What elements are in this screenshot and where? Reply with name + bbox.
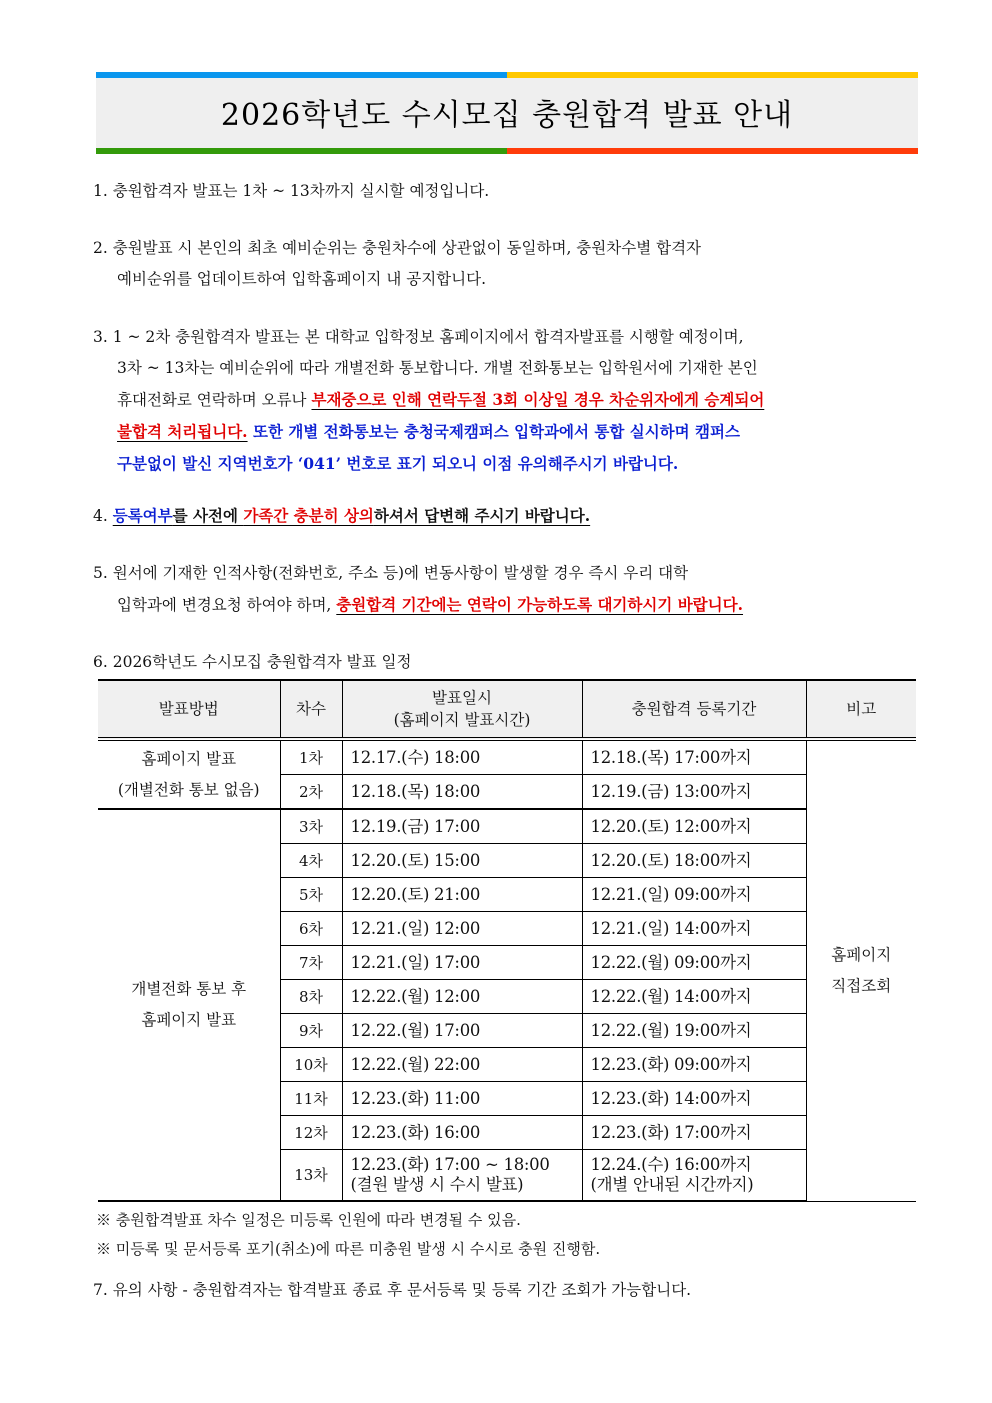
round-cell: 7차	[280, 946, 342, 980]
banner-bar-red	[507, 148, 918, 154]
register-cell: 12.18.(목) 17:00까지	[582, 739, 806, 775]
announce-cell: 12.21.(일) 12:00	[342, 912, 582, 946]
group-homepage-line1: 홈페이지 발표	[141, 749, 237, 768]
announce-cell: 12.17.(수) 18:00	[342, 739, 582, 775]
section-3-line3	[93, 384, 764, 416]
announce-sub: (결원 발생 시 수시 발표)	[350, 1175, 524, 1194]
announce-cell: 12.19.(금) 17:00	[342, 809, 582, 844]
section-3-campus-note: 또한 개별 전화통보는 충청국제캠퍼스 입학과에서 통합 실시하며 캠퍼스	[247, 422, 740, 441]
group-homepage	[98, 739, 280, 809]
header-announce	[342, 680, 582, 739]
register-cell: 12.20.(토) 18:00까지	[582, 844, 806, 878]
register-cell: 12.23.(화) 09:00까지	[582, 1048, 806, 1082]
section-7: 7. 유의 사항 - 충원합격자는 합격발표 종료 후 문서등록 및 등록 기간 조회가 가능합니다.	[93, 1281, 692, 1299]
group-phone-line2: 홈페이지 발표	[141, 1011, 237, 1029]
group-homepage-line2: (개별전화 통보 없음)	[117, 780, 260, 799]
section-3-line1: 3. 1 ~ 2차 충원합격자 발표는 본 대학교 입학정보 홈페이지에서 합격자발표를 시행할 예정이며,	[93, 328, 744, 346]
register-cell	[582, 1150, 806, 1202]
section-5	[93, 558, 743, 621]
announce-cell: 12.22.(월) 17:00	[342, 1014, 582, 1048]
announce-cell: 12.20.(토) 15:00	[342, 844, 582, 878]
section-6-heading: 6. 2026학년도 수시모집 충원합격자 발표 일정	[93, 653, 412, 671]
group-phone-line1: 개별전화 통보 후	[131, 980, 247, 998]
banner-bar-blue	[96, 72, 507, 78]
section-5-standby-notice: 충원합격 기간에는 연락이 가능하도록 대기하시기 바랍니다.	[336, 595, 744, 614]
note-line2: 직접조회	[831, 976, 892, 995]
register-cell: 12.23.(화) 17:00까지	[582, 1116, 806, 1150]
round-cell: 8차	[280, 980, 342, 1014]
group-phone	[98, 809, 280, 1201]
register-cell: 12.21.(일) 09:00까지	[582, 878, 806, 912]
header-announce-line1: 발표일시	[432, 689, 492, 707]
register-cell: 12.21.(일) 14:00까지	[582, 912, 806, 946]
register-cell: 12.22.(월) 14:00까지	[582, 980, 806, 1014]
footnote-2: ※ 미등록 및 문서등록 포기(취소)에 따른 미충원 발생 시 수시로 충원 진행함.	[96, 1240, 601, 1258]
header-register: 충원합격 등록기간	[582, 680, 806, 739]
table-header-row	[98, 680, 916, 739]
section-5-line2-plain: 입학과에 변경요청 하여야 하며,	[117, 596, 337, 614]
section-3-line3-plain: 휴대전화로 연락하며 오류나	[117, 391, 312, 409]
section-4-number: 4.	[93, 507, 113, 525]
round-cell: 11차	[280, 1082, 342, 1116]
section-3-warning: 부재중으로 인해 연락두절 3회 이상일 경우 차순위자에게 승계되어	[311, 390, 765, 409]
header-round: 차수	[280, 680, 342, 739]
header-announce-line2: (홈페이지 발표시간)	[393, 711, 531, 729]
section-3-line4	[93, 416, 764, 448]
table-row	[98, 739, 916, 775]
round-cell: 1차	[280, 739, 342, 775]
announce-main: 12.23.(화) 17:00 ~ 18:00	[350, 1155, 550, 1174]
title-banner	[96, 72, 918, 154]
announce-cell: 12.23.(화) 11:00	[342, 1082, 582, 1116]
note-line1: 홈페이지	[831, 945, 892, 964]
header-method: 발표방법	[98, 680, 280, 739]
register-sub: (개별 안내된 시간까지)	[590, 1175, 754, 1194]
section-5-line2	[93, 589, 743, 621]
register-main: 12.24.(수) 16:00까지	[590, 1155, 752, 1174]
section-4-family: 가족간 충분히 상의	[243, 506, 374, 525]
banner-bar-yellow	[507, 72, 918, 78]
register-cell: 12.22.(월) 09:00까지	[582, 946, 806, 980]
round-cell: 12차	[280, 1116, 342, 1150]
round-cell: 10차	[280, 1048, 342, 1082]
section-3-area-code-note: 구분없이 발신 지역번호가 ‘041’ 번호로 표기 되오니 이점 유의해주시기 바랍니다.	[117, 454, 679, 473]
register-cell: 12.19.(금) 13:00까지	[582, 775, 806, 810]
announce-cell: 12.20.(토) 21:00	[342, 878, 582, 912]
footnote-1: ※ 충원합격발표 차수 일정은 미등록 인원에 따라 변경될 수 있음.	[96, 1211, 521, 1229]
announce-cell: 12.18.(목) 18:00	[342, 775, 582, 810]
round-cell: 6차	[280, 912, 342, 946]
round-cell: 13차	[280, 1150, 342, 1202]
register-cell: 12.22.(월) 19:00까지	[582, 1014, 806, 1048]
round-cell: 2차	[280, 775, 342, 810]
section-3-line2: 3차 ~ 13차는 예비순위에 따라 개별전화 통보합니다. 개별 전화통보는 입학원서에 기재한 본인	[117, 359, 758, 377]
section-4	[93, 500, 590, 532]
section-2-line2: 예비순위를 업데이트하여 입학홈페이지 내 공지합니다.	[117, 270, 487, 288]
register-cell: 12.23.(화) 14:00까지	[582, 1082, 806, 1116]
round-cell: 4차	[280, 844, 342, 878]
header-note: 비고	[806, 680, 916, 739]
announce-cell	[342, 1150, 582, 1202]
footnotes	[96, 1206, 600, 1264]
banner-bar-green	[96, 148, 507, 154]
page-title: 2026학년도 수시모집 충원합격 발표 안내	[220, 98, 794, 133]
section-3	[93, 322, 764, 479]
section-2	[93, 233, 701, 295]
round-cell: 5차	[280, 878, 342, 912]
section-4-registration: 등록여부	[112, 506, 173, 525]
round-cell: 3차	[280, 809, 342, 844]
register-cell: 12.20.(토) 12:00까지	[582, 809, 806, 844]
announce-cell: 12.22.(월) 22:00	[342, 1048, 582, 1082]
section-2-line1: 2. 충원발표 시 본인의 최초 예비순위는 충원차수에 상관없이 동일하며, 충원차수별 합격자	[93, 239, 702, 257]
section-4-text1: 를 사전에	[172, 506, 244, 525]
section-5-line1: 5. 원서에 기재한 인적사항(전화번호, 주소 등)에 변동사항이 발생할 경우 즉시 우리 대학	[93, 564, 689, 582]
section-1: 1. 충원합격자 발표는 1차 ~ 13차까지 실시할 예정입니다.	[93, 182, 490, 200]
note-cell	[806, 739, 916, 1201]
table-row	[98, 809, 916, 844]
section-4-text2: 하셔서 답변해 주시기 바랍니다.	[373, 506, 591, 525]
section-3-fail-notice: 불합격 처리됩니다.	[117, 422, 248, 441]
announce-cell: 12.22.(월) 12:00	[342, 980, 582, 1014]
announce-cell: 12.21.(일) 17:00	[342, 946, 582, 980]
announce-cell: 12.23.(화) 16:00	[342, 1116, 582, 1150]
round-cell: 9차	[280, 1014, 342, 1048]
schedule-table	[98, 679, 916, 1202]
